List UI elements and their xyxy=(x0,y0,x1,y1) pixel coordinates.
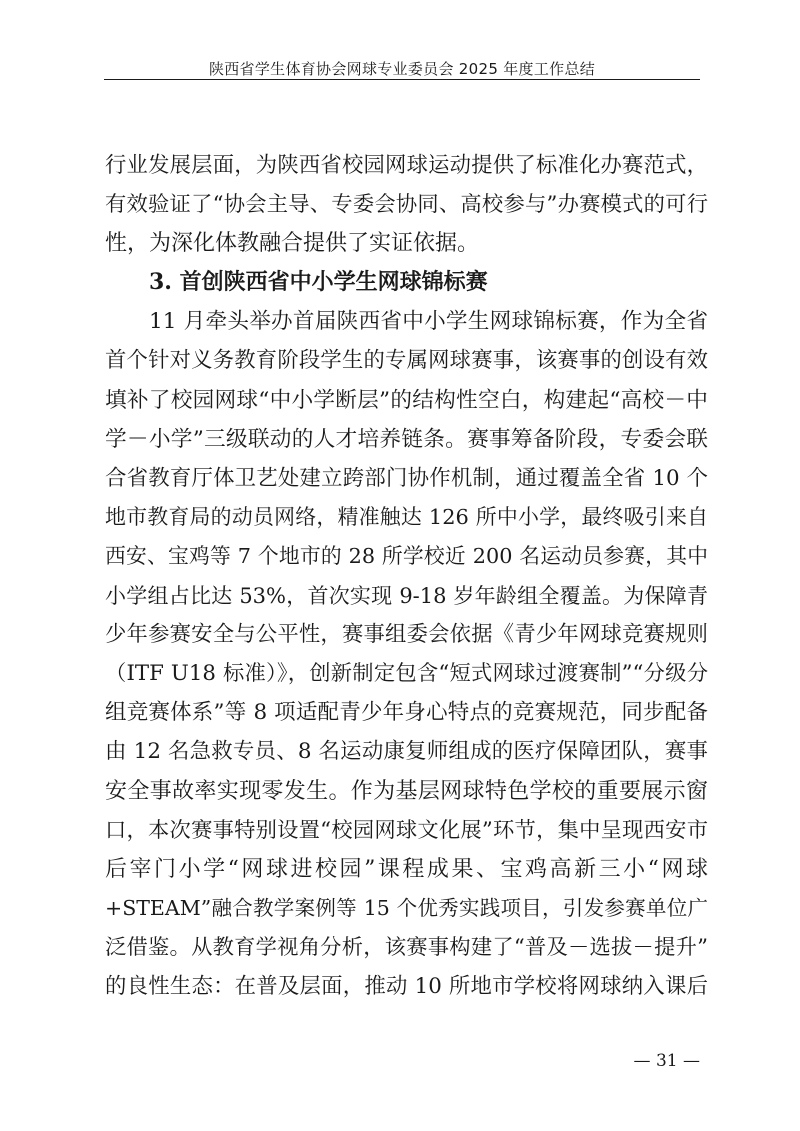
paragraph-line: 首个针对义务教育阶段学生的专属网球赛事，该赛事的创设有效 xyxy=(105,348,708,374)
paragraph-line: 少年参赛安全与公平性，赛事组委会依据《青少年网球竞赛规则 xyxy=(105,622,708,648)
document-body xyxy=(105,146,708,1006)
paragraph-line: 合省教育厅体卫艺处建立跨部门协作机制，通过覆盖全省 10 个 xyxy=(105,465,708,491)
paragraph-line: 行业发展层面，为陕西省校园网球运动提供了标准化办赛范式， xyxy=(105,153,708,178)
paragraph-line: 由 12 名急救专员、8 名运动康复师组成的医疗保障团队，赛事 xyxy=(105,739,708,765)
paragraph-line: 有效验证了“协会主导、专委会协同、高校参与”办赛模式的可行 xyxy=(105,192,708,218)
paragraph-line: 性，为深化体教融合提供了实证依据。 xyxy=(105,231,480,257)
paragraph-line: 安全事故率实现零发生。作为基层网球特色学校的重要展示窗 xyxy=(105,778,708,804)
section-heading: 3. 首创陕西省中小学生网球锦标赛 xyxy=(149,269,488,296)
paragraph-line: +STEAM”融合教学案例等 15 个优秀实践项目，引发参赛单位广 xyxy=(105,895,708,920)
paragraph-line: 泛借鉴。从教育学视角分析，该赛事构建了“普及－选拔－提升” xyxy=(105,934,708,960)
paragraph-line: 组竞赛体系”等 8 项适配青少年身心特点的竞赛规范，同步配备 xyxy=(105,700,708,726)
running-header: 陕西省学生体育协会网球专业委员会 2025 年度工作总结 xyxy=(208,60,596,78)
paragraph-line: 的良性生态：在普及层面，推动 10 所地市学校将网球纳入课后 xyxy=(105,973,708,999)
paragraph-line: 小学组占比达 53%，首次实现 9-18 岁年龄组全覆盖。为保障青 xyxy=(105,583,708,609)
header-rule xyxy=(104,79,700,80)
page-number: — 31 — xyxy=(633,1051,700,1071)
paragraph-line: 地市教育局的动员网络，精准触达 126 所中小学，最终吸引来自 xyxy=(105,504,708,529)
paragraph-line: （ITF U18 标准）》，创新制定包含“短式网球过渡赛制”“分级分 xyxy=(105,661,708,687)
paragraph-line: 填补了校园网球“中小学断层”的结构性空白，构建起“高校－中 xyxy=(105,387,708,413)
paragraph-line: 口，本次赛事特别设置“校园网球文化展”环节，集中呈现西安市 xyxy=(105,817,708,843)
paragraph-line: 西安、宝鸡等 7 个地市的 28 所学校近 200 名运动员参赛，其中 xyxy=(105,543,708,568)
paragraph-line: 学－小学”三级联动的人才培养链条。赛事筹备阶段，专委会联 xyxy=(105,426,708,452)
paragraph-line: 后宰门小学“网球进校园”课程成果、宝鸡高新三小“网球 xyxy=(105,856,708,882)
paragraph-line: 11 月牵头举办首届陕西省中小学生网球锦标赛，作为全省 xyxy=(149,309,708,335)
